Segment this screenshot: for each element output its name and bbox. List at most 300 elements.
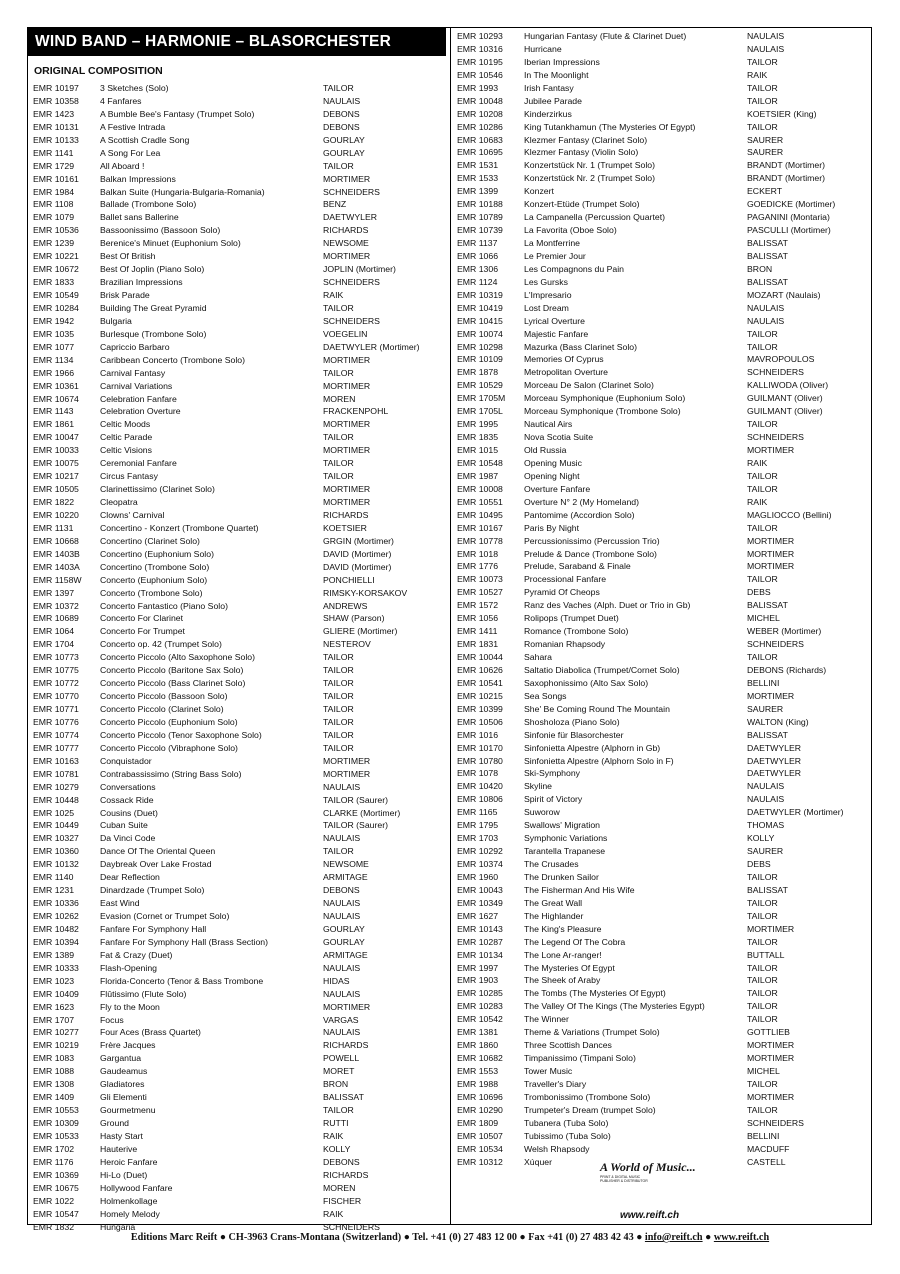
catalog-entry bbox=[33, 315, 445, 328]
catalog-code: EMR 10781 bbox=[33, 768, 79, 779]
catalog-entry bbox=[457, 1078, 869, 1091]
catalog-code: EMR 10131 bbox=[33, 121, 79, 132]
catalog-title: Concertino - Konzert (Trombone Quartet) bbox=[100, 522, 259, 533]
catalog-title: Old Russia bbox=[524, 445, 567, 455]
catalog-code: EMR 1705L bbox=[457, 406, 503, 417]
catalog-code: EMR 10409 bbox=[33, 988, 79, 999]
catalog-code: EMR 1023 bbox=[33, 975, 75, 986]
catalog-title: Lyrical Overture bbox=[524, 315, 585, 326]
catalog-title: Morceau De Salon (Clarinet Solo) bbox=[524, 380, 654, 391]
catalog-composer: BELLINI bbox=[747, 677, 780, 688]
catalog-entry bbox=[457, 95, 869, 108]
catalog-title: Morceau Symphonique (Euphonium Solo) bbox=[524, 393, 686, 404]
catalog-code: EMR 10298 bbox=[457, 341, 503, 352]
catalog-composer: TAILOR bbox=[323, 704, 354, 714]
catalog-composer: SCHNEIDERS bbox=[323, 186, 380, 197]
catalog-code: EMR 1984 bbox=[33, 186, 75, 197]
catalog-title: Sinfonietta Alpestre (Alphorn in Gb) bbox=[524, 742, 661, 753]
catalog-composer: TAILOR bbox=[747, 95, 778, 106]
catalog-title: Klezmer Fantasy (Clarinet Solo) bbox=[524, 134, 648, 145]
catalog-composer: TAILOR bbox=[323, 83, 354, 93]
catalog-composer: RUTTI bbox=[323, 1118, 349, 1128]
catalog-composer: MORTIMER bbox=[747, 1091, 795, 1102]
catalog-composer: CLARKE (Mortimer) bbox=[323, 807, 401, 818]
catalog-composer: MOREN bbox=[323, 393, 356, 404]
catalog-code: EMR 10419 bbox=[457, 302, 503, 313]
footer-tel: Tel. +41 (0) 27 483 12 00 bbox=[412, 1232, 517, 1243]
catalog-composer: TAILOR bbox=[323, 742, 354, 753]
catalog-composer: SAURER bbox=[747, 147, 784, 158]
footer-separator: ● bbox=[633, 1232, 645, 1243]
catalog-entry bbox=[457, 949, 869, 962]
catalog-title: Suworow bbox=[524, 807, 560, 818]
catalog-code: EMR 10217 bbox=[33, 471, 79, 482]
catalog-title: Xúquer bbox=[524, 1156, 553, 1167]
catalog-title: Majestic Fanfare bbox=[524, 328, 589, 339]
catalog-title: Clarinettissimo (Clarinet Solo) bbox=[100, 484, 215, 495]
catalog-composer: BENZ bbox=[323, 199, 347, 210]
catalog-composer: ARMITAGE bbox=[323, 872, 368, 883]
catalog-entry bbox=[33, 522, 445, 535]
catalog-title: L'Impresario bbox=[524, 289, 572, 300]
catalog-entry bbox=[33, 819, 445, 832]
catalog-title: Konzertstück Nr. 2 (Trumpet Solo) bbox=[524, 173, 655, 184]
catalog-entry bbox=[33, 768, 445, 781]
catalog-entry bbox=[33, 95, 445, 108]
catalog-entry bbox=[457, 858, 869, 871]
catalog-composer: MORET bbox=[323, 1066, 355, 1077]
catalog-entry bbox=[33, 1169, 445, 1182]
catalog-entry bbox=[457, 871, 869, 884]
catalog-title: Concerto (Euphonium Solo) bbox=[100, 574, 208, 585]
catalog-entry bbox=[457, 1039, 869, 1052]
catalog-title: Ceremonial Fanfare bbox=[100, 458, 177, 469]
catalog-composer: SHAW (Parson) bbox=[323, 613, 385, 624]
catalog-title: Opening Music bbox=[524, 457, 582, 468]
catalog-composer: PAGANINI (Montaria) bbox=[747, 212, 830, 223]
catalog-title: Hungaria bbox=[100, 1221, 136, 1232]
catalog-title: Sea Songs bbox=[524, 690, 567, 701]
catalog-entry bbox=[457, 366, 869, 379]
catalog-code: EMR 10349 bbox=[457, 897, 503, 908]
catalog-title: Opening Night bbox=[524, 470, 580, 481]
catalog-code: EMR 10286 bbox=[457, 121, 503, 132]
catalog-code: EMR 10683 bbox=[457, 134, 503, 145]
catalog-composer: TAILOR bbox=[747, 341, 778, 352]
catalog-entry bbox=[457, 159, 869, 172]
catalog-title: Konzertstück Nr. 1 (Trumpet Solo) bbox=[524, 160, 655, 171]
catalog-composer: ANDREWS bbox=[323, 600, 368, 611]
catalog-code: EMR 10506 bbox=[457, 716, 503, 727]
catalog-entry bbox=[457, 625, 869, 638]
footer-website-link[interactable]: www.reift.ch bbox=[713, 1232, 770, 1243]
catalog-entry bbox=[33, 651, 445, 664]
catalog-entry bbox=[33, 664, 445, 677]
catalog-title: Celebration Overture bbox=[100, 406, 181, 417]
catalog-entry bbox=[33, 1078, 445, 1091]
catalog-composer: KOLLY bbox=[747, 833, 775, 844]
catalog-composer: SAURER bbox=[747, 134, 784, 145]
catalog-title: Celtic Visions bbox=[100, 445, 152, 456]
catalog-entry bbox=[457, 638, 869, 651]
catalog-title: Homely Melody bbox=[100, 1208, 160, 1219]
catalog-code: EMR 1833 bbox=[33, 277, 75, 288]
catalog-code: EMR 10505 bbox=[33, 484, 79, 495]
catalog-entry bbox=[457, 599, 869, 612]
catalog-title: Holmenkollage bbox=[100, 1195, 158, 1206]
catalog-entry bbox=[457, 1143, 869, 1156]
catalog-entry bbox=[33, 302, 445, 315]
catalog-composer: BALISSAT bbox=[747, 250, 788, 261]
catalog-entry bbox=[33, 1117, 445, 1130]
catalog-code: EMR 10529 bbox=[457, 380, 503, 391]
catalog-composer: TAILOR bbox=[323, 1105, 354, 1116]
logo-url: www.reift.ch bbox=[620, 1210, 680, 1221]
catalog-composer: RAIK bbox=[323, 1130, 344, 1141]
catalog-code: EMR 1997 bbox=[457, 962, 499, 973]
catalog-entry bbox=[33, 328, 445, 341]
catalog-title: Cuban Suite bbox=[100, 820, 148, 831]
catalog-title: Fanfare For Symphony Hall bbox=[100, 923, 207, 934]
catalog-entry bbox=[33, 936, 445, 949]
catalog-title: Prelude & Dance (Trombone Solo) bbox=[524, 548, 657, 559]
catalog-entry bbox=[457, 121, 869, 134]
catalog-composer: MORTIMER bbox=[747, 535, 795, 546]
catalog-code: EMR 1078 bbox=[457, 768, 499, 779]
catalog-title: Concerto Piccolo (Euphonium Solo) bbox=[100, 716, 238, 727]
catalog-title: Romanian Rhapsody bbox=[524, 639, 606, 650]
catalog-entry bbox=[33, 276, 445, 289]
catalog-composer: RICHARDS bbox=[323, 1169, 369, 1180]
catalog-composer: SAURER bbox=[747, 703, 784, 714]
catalog-entry bbox=[457, 198, 869, 211]
catalog-composer: NAULAIS bbox=[323, 898, 361, 909]
catalog-title: Celtic Parade bbox=[100, 432, 153, 443]
catalog-title: The Drunken Sailor bbox=[524, 871, 599, 882]
catalog-entry bbox=[457, 936, 869, 949]
catalog-entry bbox=[457, 897, 869, 910]
catalog-title: The Winner bbox=[524, 1014, 569, 1025]
catalog-code: EMR 1960 bbox=[457, 871, 499, 882]
catalog-code: EMR 1533 bbox=[457, 173, 499, 184]
catalog-composer: TAILOR bbox=[323, 716, 354, 727]
catalog-code: EMR 10277 bbox=[33, 1027, 79, 1038]
catalog-code: EMR 10533 bbox=[33, 1130, 79, 1141]
catalog-code: EMR 10674 bbox=[33, 393, 79, 404]
catalog-code: EMR 10546 bbox=[457, 69, 503, 80]
catalog-composer: KALLIWODA (Oliver) bbox=[747, 380, 829, 391]
catalog-code: EMR 1083 bbox=[33, 1053, 75, 1064]
catalog-composer: NAULAIS bbox=[747, 43, 785, 54]
catalog-composer: RAIK bbox=[747, 457, 768, 468]
catalog-code: EMR 1966 bbox=[33, 367, 75, 378]
catalog-entry bbox=[457, 483, 869, 496]
catalog-entry bbox=[33, 910, 445, 923]
catalog-composer: BRANDT (Mortimer) bbox=[747, 160, 826, 171]
catalog-title: A Song For Lea bbox=[100, 147, 161, 158]
catalog-composer: TAILOR bbox=[323, 432, 354, 443]
catalog-code: EMR 10361 bbox=[33, 380, 79, 391]
catalog-entry bbox=[457, 405, 869, 418]
catalog-code: EMR 1176 bbox=[33, 1156, 74, 1167]
catalog-code: EMR 10163 bbox=[33, 755, 79, 766]
catalog-entry bbox=[33, 173, 445, 186]
catalog-entry bbox=[33, 897, 445, 910]
catalog-composer: TAILOR bbox=[747, 328, 778, 339]
catalog-entry bbox=[457, 987, 869, 1000]
catalog-title: Lost Dream bbox=[524, 302, 569, 313]
catalog-entry bbox=[33, 237, 445, 250]
catalog-title: Frère Jacques bbox=[100, 1040, 156, 1051]
catalog-right-column bbox=[457, 30, 869, 1169]
catalog-composer: SCHNEIDERS bbox=[747, 639, 804, 650]
catalog-composer: BALISSAT bbox=[747, 884, 788, 895]
catalog-composer: TAILOR bbox=[747, 470, 778, 481]
catalog-title: 4 Fanfares bbox=[100, 95, 142, 106]
catalog-entry bbox=[33, 1091, 445, 1104]
catalog-code: EMR 1079 bbox=[33, 212, 75, 223]
catalog-composer: MORTIMER bbox=[747, 1040, 795, 1051]
catalog-composer: DEBONS (Richards) bbox=[747, 664, 827, 675]
catalog-title: Sinfonietta Alpestre (Alphorn Solo in F) bbox=[524, 755, 674, 766]
catalog-composer: DEBONS bbox=[323, 1156, 360, 1167]
catalog-code: EMR 10293 bbox=[457, 31, 503, 41]
catalog-composer: NAULAIS bbox=[323, 781, 361, 792]
catalog-entry bbox=[457, 910, 869, 923]
catalog-entry bbox=[33, 832, 445, 845]
catalog-title: Concerto Piccolo (Bassoon Solo) bbox=[100, 691, 228, 702]
catalog-code: EMR 10292 bbox=[457, 846, 503, 857]
catalog-code: EMR 10775 bbox=[33, 665, 79, 676]
catalog-left-column bbox=[33, 82, 445, 1233]
catalog-composer: TAILOR bbox=[747, 522, 778, 533]
catalog-code: EMR 10195 bbox=[457, 56, 503, 67]
catalog-composer: MORTIMER bbox=[323, 380, 371, 391]
catalog-entry bbox=[457, 884, 869, 897]
catalog-composer: MOREN bbox=[323, 1182, 356, 1193]
catalog-title: Trumpeter's Dream (trumpet Solo) bbox=[524, 1104, 656, 1115]
catalog-entry bbox=[457, 573, 869, 586]
catalog-code: EMR 10542 bbox=[457, 1014, 503, 1025]
catalog-title: Metropolitan Overture bbox=[524, 367, 609, 378]
catalog-composer: MORTIMER bbox=[747, 690, 795, 701]
catalog-title: Cossack Ride bbox=[100, 794, 154, 805]
catalog-entry bbox=[33, 742, 445, 755]
catalog-title: Sinfonie für Blasorchester bbox=[524, 729, 624, 740]
catalog-entry bbox=[33, 845, 445, 858]
catalog-composer: BALISSAT bbox=[747, 600, 788, 611]
catalog-composer: BALISSAT bbox=[747, 276, 788, 287]
catalog-entry bbox=[457, 457, 869, 470]
catalog-code: EMR 10448 bbox=[33, 794, 79, 805]
catalog-composer: DEBONS bbox=[323, 885, 360, 896]
catalog-title: East Wind bbox=[100, 898, 140, 909]
catalog-entry bbox=[33, 703, 445, 716]
catalog-entry bbox=[457, 729, 869, 742]
catalog-title: A Bumble Bee's Fantasy (Trumpet Solo) bbox=[100, 108, 255, 119]
logo-subtext: PRINT & DIGITAL MUSIC PUBLISHER & DISTRIBUTOR bbox=[600, 1175, 648, 1183]
catalog-title: Gourmetmenu bbox=[100, 1105, 156, 1116]
catalog-title: Dinardzade (Trumpet Solo) bbox=[100, 885, 205, 896]
catalog-composer: SAURER bbox=[747, 846, 784, 857]
catalog-title: Overture N° 2 (My Homeland) bbox=[524, 496, 639, 507]
catalog-entry bbox=[33, 638, 445, 651]
catalog-composer: DAETWYLER bbox=[747, 768, 802, 779]
catalog-code: EMR 10772 bbox=[33, 678, 79, 689]
catalog-title: Paris By Night bbox=[524, 522, 580, 533]
catalog-composer: RICHARDS bbox=[323, 225, 369, 236]
footer-separator: ● bbox=[517, 1232, 529, 1243]
catalog-code: EMR 10776 bbox=[33, 716, 79, 727]
catalog-code: EMR 1860 bbox=[457, 1040, 499, 1051]
catalog-entry bbox=[457, 586, 869, 599]
catalog-code: EMR 10044 bbox=[457, 652, 503, 662]
catalog-title: Rolipops (Trumpet Duet) bbox=[524, 613, 619, 624]
catalog-composer: MORTIMER bbox=[747, 1053, 795, 1064]
catalog-composer: MORTIMER bbox=[323, 484, 371, 495]
catalog-composer: MORTIMER bbox=[323, 173, 371, 184]
catalog-composer: RICHARDS bbox=[323, 509, 369, 520]
catalog-code: EMR 1729 bbox=[33, 160, 75, 171]
catalog-code: EMR 10161 bbox=[33, 173, 79, 184]
catalog-code: EMR 10549 bbox=[33, 290, 79, 300]
catalog-code: EMR 10047 bbox=[33, 432, 79, 443]
catalog-title: Fat & Crazy (Duet) bbox=[100, 949, 173, 960]
catalog-composer: VOEGELIN bbox=[323, 328, 368, 339]
catalog-title: Gargantua bbox=[100, 1053, 142, 1064]
page-footer bbox=[0, 1232, 900, 1243]
catalog-title: Circus Fantasy bbox=[100, 471, 158, 482]
catalog-code: EMR 10778 bbox=[457, 535, 503, 546]
catalog-title: Concerto Fantastico (Piano Solo) bbox=[100, 600, 228, 611]
catalog-title: Best Of Joplin (Piano Solo) bbox=[100, 264, 205, 275]
catalog-entry bbox=[33, 1195, 445, 1208]
catalog-code: EMR 1403A bbox=[33, 561, 80, 572]
logo-text: A World of Music... bbox=[600, 1160, 696, 1174]
footer-email-link[interactable]: info@reift.ch bbox=[644, 1232, 703, 1243]
catalog-title: Hungarian Fantasy (Flute & Clarinet Duet) bbox=[524, 31, 687, 41]
catalog-composer: BALISSAT bbox=[747, 729, 788, 740]
catalog-composer: MACDUFF bbox=[747, 1143, 790, 1154]
catalog-title: Percussionissimo (Percussion Trio) bbox=[524, 535, 660, 546]
catalog-code: EMR 1409 bbox=[33, 1092, 75, 1103]
catalog-composer: KOETSIER bbox=[323, 522, 367, 533]
catalog-title: Gli Elementi bbox=[100, 1092, 147, 1103]
catalog-composer: DEBONS bbox=[323, 121, 360, 132]
catalog-entry bbox=[457, 470, 869, 483]
catalog-code: EMR 1423 bbox=[33, 108, 75, 119]
catalog-entry bbox=[457, 43, 869, 56]
catalog-composer: MORTIMER bbox=[747, 923, 795, 934]
catalog-code: EMR 10507 bbox=[457, 1130, 503, 1141]
catalog-code: EMR 10789 bbox=[457, 212, 503, 223]
catalog-title: Da Vinci Code bbox=[100, 833, 156, 844]
catalog-code: EMR 10541 bbox=[457, 677, 503, 688]
catalog-composer: DAETWYLER bbox=[747, 755, 802, 766]
catalog-title: Cleopatra bbox=[100, 497, 138, 507]
catalog-code: EMR 10449 bbox=[33, 820, 79, 831]
catalog-title: Flash-Opening bbox=[100, 962, 157, 973]
catalog-code: EMR 10208 bbox=[457, 108, 503, 119]
catalog-code: EMR 1832 bbox=[33, 1221, 75, 1232]
catalog-composer: GOTTLIEB bbox=[747, 1027, 790, 1038]
catalog-code: EMR 1134 bbox=[33, 354, 74, 365]
catalog-title: Four Aces (Brass Quartet) bbox=[100, 1027, 201, 1038]
catalog-entry bbox=[33, 1208, 445, 1221]
catalog-code: EMR 10075 bbox=[33, 458, 79, 469]
catalog-composer: BRON bbox=[747, 263, 773, 274]
catalog-composer: TAILOR bbox=[747, 1014, 778, 1025]
catalog-title: Dance Of The Oriental Queen bbox=[100, 846, 216, 857]
catalog-entry bbox=[457, 237, 869, 250]
catalog-code: EMR 1035 bbox=[33, 328, 75, 339]
catalog-code: EMR 1015 bbox=[457, 445, 499, 455]
catalog-entry bbox=[33, 341, 445, 354]
catalog-title: The King's Pleasure bbox=[524, 923, 602, 934]
catalog-composer: CASTELL bbox=[747, 1156, 786, 1167]
catalog-code: EMR 10551 bbox=[457, 496, 503, 507]
catalog-entry bbox=[33, 1130, 445, 1143]
catalog-title: Three Scottish Dances bbox=[524, 1040, 612, 1051]
catalog-title: Timpanissimo (Timpani Solo) bbox=[524, 1053, 636, 1064]
catalog-code: EMR 1025 bbox=[33, 807, 75, 818]
catalog-title: She' Be Coming Round The Mountain bbox=[524, 703, 670, 714]
catalog-entry bbox=[33, 186, 445, 199]
catalog-code: EMR 10290 bbox=[457, 1104, 503, 1115]
catalog-entry bbox=[457, 185, 869, 198]
catalog-title: Hauterive bbox=[100, 1143, 138, 1154]
catalog-title: All Aboard ! bbox=[100, 160, 145, 171]
catalog-title: La Montferrine bbox=[524, 238, 581, 248]
catalog-entry bbox=[457, 379, 869, 392]
catalog-code: EMR 1942 bbox=[33, 315, 75, 326]
catalog-title: Balkan Suite (Hungaria-Bulgaria-Romania) bbox=[100, 186, 265, 197]
catalog-entry bbox=[457, 742, 869, 755]
catalog-composer: TAILOR bbox=[747, 962, 778, 973]
catalog-title: Carnival Variations bbox=[100, 380, 173, 391]
catalog-code: EMR 10285 bbox=[457, 988, 503, 999]
catalog-code: EMR 10399 bbox=[457, 703, 503, 714]
catalog-composer: MAVROPOULOS bbox=[747, 354, 815, 365]
catalog-composer: DAETWYLER (Mortimer) bbox=[323, 341, 420, 352]
catalog-title: Ballade (Trombone Solo) bbox=[100, 199, 197, 210]
catalog-title: La Campanella (Percussion Quartet) bbox=[524, 212, 665, 223]
catalog-composer: GOURLAY bbox=[323, 923, 365, 934]
catalog-title: Spirit of Victory bbox=[524, 794, 583, 805]
catalog-code: EMR 10033 bbox=[33, 445, 79, 456]
catalog-title: Caribbean Concerto (Trombone Solo) bbox=[100, 354, 246, 365]
catalog-code: EMR 1809 bbox=[457, 1117, 499, 1128]
catalog-code: EMR 10415 bbox=[457, 315, 503, 326]
catalog-entry bbox=[33, 612, 445, 625]
catalog-code: EMR 10420 bbox=[457, 781, 503, 792]
catalog-composer: MORTIMER bbox=[323, 354, 371, 365]
catalog-code: EMR 10309 bbox=[33, 1118, 79, 1128]
catalog-composer: DEBS bbox=[747, 859, 771, 869]
catalog-entry bbox=[33, 160, 445, 173]
catalog-entry bbox=[33, 587, 445, 600]
catalog-title: Bassoonissimo (Bassoon Solo) bbox=[100, 225, 221, 236]
catalog-title: Welsh Rhapsody bbox=[524, 1143, 590, 1154]
catalog-code: EMR 10133 bbox=[33, 134, 79, 145]
catalog-entry bbox=[33, 470, 445, 483]
catalog-title: Best Of British bbox=[100, 251, 156, 262]
catalog-code: EMR 1016 bbox=[457, 729, 499, 740]
catalog-title: Pyramid Of Cheops bbox=[524, 587, 600, 598]
catalog-entry bbox=[33, 781, 445, 794]
catalog-code: EMR 10780 bbox=[457, 755, 503, 766]
catalog-title: Ranz des Vaches (Alph. Duet or Trio in Gb) bbox=[524, 600, 691, 611]
